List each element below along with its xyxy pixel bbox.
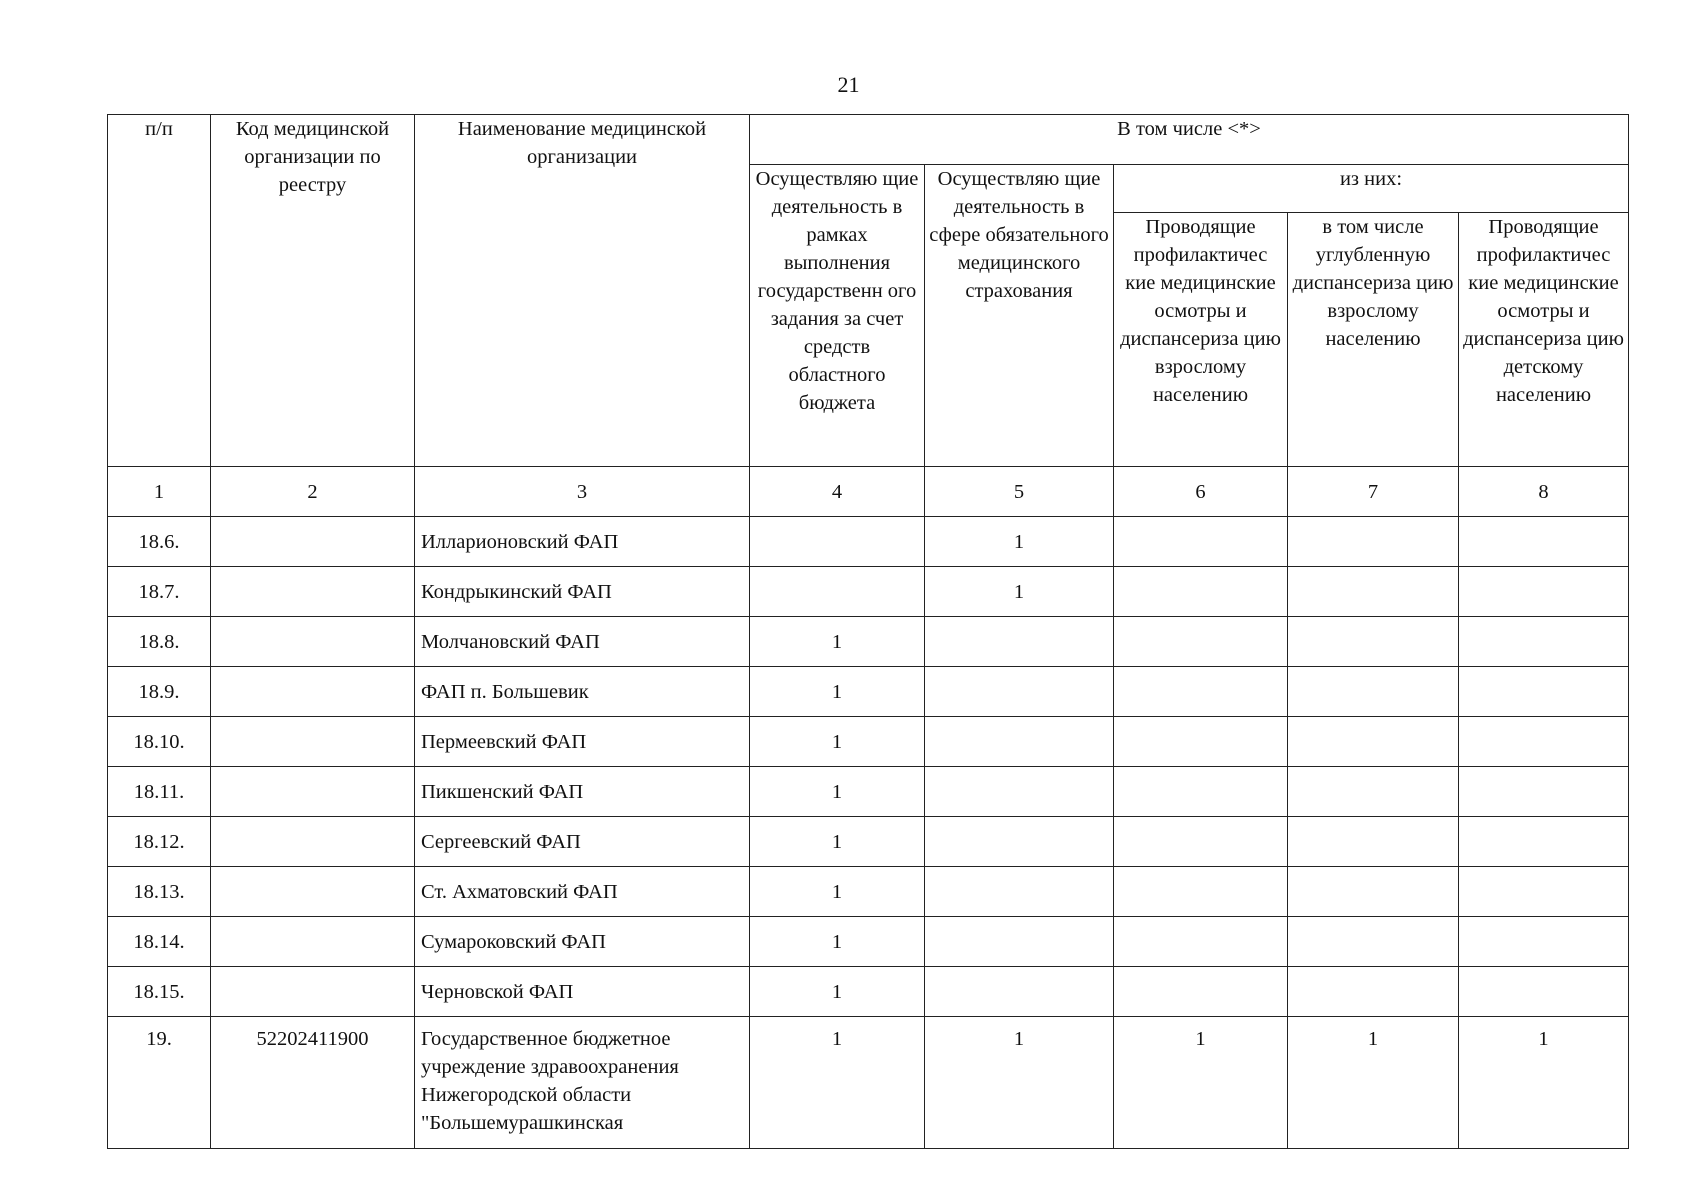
adult-prof-value xyxy=(1114,617,1288,667)
table-row xyxy=(108,917,1629,967)
header-oms: Осуществляю щие деятельность в сфере обязательного медицинского страхования xyxy=(925,165,1114,467)
adult-prof-value xyxy=(1114,567,1288,617)
oms-value xyxy=(925,817,1114,867)
table-row xyxy=(108,617,1629,667)
org-name: Молчановский ФАП xyxy=(415,617,750,667)
adult-deep-value xyxy=(1288,817,1459,867)
row-number: 18.6. xyxy=(108,517,211,567)
row-number: 18.7. xyxy=(108,567,211,617)
state-task-value: 1 xyxy=(750,917,925,967)
row-number: 18.14. xyxy=(108,917,211,967)
column-number-row xyxy=(108,467,1629,517)
child-prof-value: 1 xyxy=(1459,1017,1629,1149)
table-row xyxy=(108,517,1629,567)
oms-value xyxy=(925,617,1114,667)
row-number: 18.9. xyxy=(108,667,211,717)
row-number: 18.15. xyxy=(108,967,211,1017)
column-number: 5 xyxy=(925,467,1114,517)
state-task-value: 1 xyxy=(750,967,925,1017)
adult-prof-value xyxy=(1114,517,1288,567)
table-row xyxy=(108,717,1629,767)
column-number: 2 xyxy=(211,467,415,517)
row-number: 18.12. xyxy=(108,817,211,867)
column-number: 3 xyxy=(415,467,750,517)
adult-prof-value xyxy=(1114,967,1288,1017)
table-row xyxy=(108,817,1629,867)
header-state-task: Осуществляю щие деятельность в рамках выполнения государственн ого задания за счет средств областного бюджета xyxy=(750,165,925,467)
org-code xyxy=(211,617,415,667)
adult-prof-value xyxy=(1114,917,1288,967)
column-number: 6 xyxy=(1114,467,1288,517)
adult-prof-value xyxy=(1114,817,1288,867)
adult-deep-value: 1 xyxy=(1288,1017,1459,1149)
child-prof-value xyxy=(1459,567,1629,617)
oms-value xyxy=(925,717,1114,767)
header-row-1 xyxy=(108,115,1629,165)
org-name: Ст. Ахматовский ФАП xyxy=(415,867,750,917)
child-prof-value xyxy=(1459,967,1629,1017)
header-name: Наименование медицинской организации xyxy=(415,115,750,467)
oms-value: 1 xyxy=(925,1017,1114,1149)
org-code xyxy=(211,717,415,767)
state-task-value: 1 xyxy=(750,1017,925,1149)
child-prof-value xyxy=(1459,817,1629,867)
child-prof-value xyxy=(1459,767,1629,817)
column-number: 7 xyxy=(1288,467,1459,517)
adult-prof-value: 1 xyxy=(1114,1017,1288,1149)
org-name: Черновской ФАП xyxy=(415,967,750,1017)
child-prof-value xyxy=(1459,867,1629,917)
column-number: 8 xyxy=(1459,467,1629,517)
state-task-value: 1 xyxy=(750,867,925,917)
row-number: 18.10. xyxy=(108,717,211,767)
org-name: Пермеевский ФАП xyxy=(415,717,750,767)
oms-value: 1 xyxy=(925,517,1114,567)
header-pp: п/п xyxy=(108,115,211,467)
header-child-prof: Проводящие профилактичес кие медицинские осмотры и диспансериза цию детскому населению xyxy=(1459,213,1629,467)
header-including: В том числе <*> xyxy=(750,115,1629,165)
adult-deep-value xyxy=(1288,867,1459,917)
oms-value: 1 xyxy=(925,567,1114,617)
org-code xyxy=(211,767,415,817)
state-task-value: 1 xyxy=(750,767,925,817)
org-code xyxy=(211,817,415,867)
adult-deep-value xyxy=(1288,717,1459,767)
org-name: Пикшенский ФАП xyxy=(415,767,750,817)
header-code: Код медицинской организации по реестру xyxy=(211,115,415,467)
table-row xyxy=(108,667,1629,717)
org-code xyxy=(211,917,415,967)
adult-deep-value xyxy=(1288,767,1459,817)
header-adult-prof: Проводящие профилактичес кие медицинские осмотры и диспансериза цию взрослому населению xyxy=(1114,213,1288,467)
child-prof-value xyxy=(1459,517,1629,567)
child-prof-value xyxy=(1459,917,1629,967)
org-code xyxy=(211,517,415,567)
state-task-value: 1 xyxy=(750,667,925,717)
adult-deep-value xyxy=(1288,917,1459,967)
table-row xyxy=(108,867,1629,917)
org-name: ФАП п. Большевик xyxy=(415,667,750,717)
child-prof-value xyxy=(1459,617,1629,667)
child-prof-value xyxy=(1459,667,1629,717)
adult-prof-value xyxy=(1114,667,1288,717)
row-number: 19. xyxy=(108,1017,211,1149)
org-code xyxy=(211,967,415,1017)
state-task-value xyxy=(750,517,925,567)
state-task-value xyxy=(750,567,925,617)
table-row xyxy=(108,567,1629,617)
header-of-them: из них: xyxy=(1114,165,1629,213)
adult-prof-value xyxy=(1114,717,1288,767)
state-task-value: 1 xyxy=(750,617,925,667)
org-name: Государственное бюджетное учреждение здравоохранения Нижегородской области "Большемурашкинская xyxy=(415,1017,750,1149)
table-row xyxy=(108,1017,1629,1149)
org-code xyxy=(211,567,415,617)
child-prof-value xyxy=(1459,717,1629,767)
adult-deep-value xyxy=(1288,667,1459,717)
adult-deep-value xyxy=(1288,567,1459,617)
adult-deep-value xyxy=(1288,617,1459,667)
column-number: 1 xyxy=(108,467,211,517)
org-code: 52202411900 xyxy=(211,1017,415,1149)
org-code xyxy=(211,667,415,717)
org-code xyxy=(211,867,415,917)
oms-value xyxy=(925,867,1114,917)
row-number: 18.11. xyxy=(108,767,211,817)
adult-deep-value xyxy=(1288,967,1459,1017)
org-name: Сергеевский ФАП xyxy=(415,817,750,867)
adult-prof-value xyxy=(1114,867,1288,917)
org-name: Илларионовский ФАП xyxy=(415,517,750,567)
org-name: Сумароковский ФАП xyxy=(415,917,750,967)
oms-value xyxy=(925,967,1114,1017)
column-number: 4 xyxy=(750,467,925,517)
row-number: 18.13. xyxy=(108,867,211,917)
state-task-value: 1 xyxy=(750,717,925,767)
state-task-value: 1 xyxy=(750,817,925,867)
row-number: 18.8. xyxy=(108,617,211,667)
table-row xyxy=(108,767,1629,817)
table-row xyxy=(108,967,1629,1017)
facilities-table xyxy=(107,114,1629,1149)
org-name: Кондрыкинский ФАП xyxy=(415,567,750,617)
header-adult-deep: в том числе углубленную диспансериза цию взрослому населению xyxy=(1288,213,1459,467)
oms-value xyxy=(925,667,1114,717)
oms-value xyxy=(925,767,1114,817)
oms-value xyxy=(925,917,1114,967)
adult-deep-value xyxy=(1288,517,1459,567)
adult-prof-value xyxy=(1114,767,1288,817)
page-number: 21 xyxy=(837,72,860,97)
